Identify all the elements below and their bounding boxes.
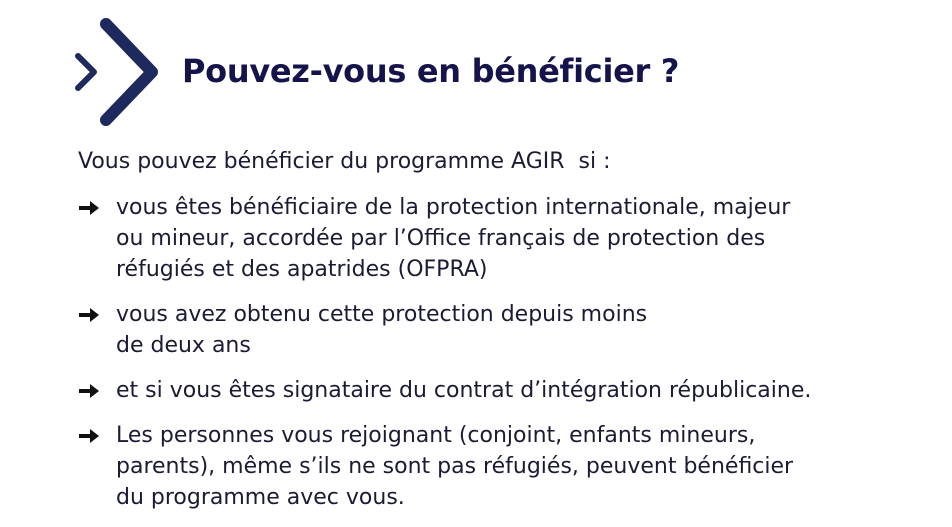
double-chevron-right-icon — [72, 16, 168, 128]
list-item — [78, 420, 938, 513]
list-item-text: vous êtes bénéficiaire de la protection internationale, majeur ou mineur, accordée par l’Office français de protection des réfugiés et des apatrides (OFPRA) — [116, 195, 791, 282]
list-item — [78, 299, 938, 361]
arrow-right-icon — [78, 299, 116, 330]
intro-text: Vous pouvez bénéficier du programme AGIR si : — [78, 149, 611, 174]
list-item — [78, 192, 938, 285]
eligibility-list — [78, 192, 938, 527]
list-item-text: vous avez obtenu cette protection depuis moins de deux ans — [116, 302, 648, 358]
list-item-text: Les personnes vous rejoignant (conjoint, enfants mineurs, parents), même s’ils ne sont pas réfugiés, peuvent bénéficier du programme avec vous. — [116, 423, 794, 510]
list-item-text: et si vous êtes signataire du contrat d’intégration républicaine. — [116, 378, 812, 403]
arrow-right-icon — [78, 192, 116, 223]
arrow-right-icon — [78, 420, 116, 451]
list-item — [78, 375, 938, 406]
page-title: Pouvez-vous en bénéficier ? — [182, 52, 680, 90]
arrow-right-icon — [78, 375, 116, 406]
